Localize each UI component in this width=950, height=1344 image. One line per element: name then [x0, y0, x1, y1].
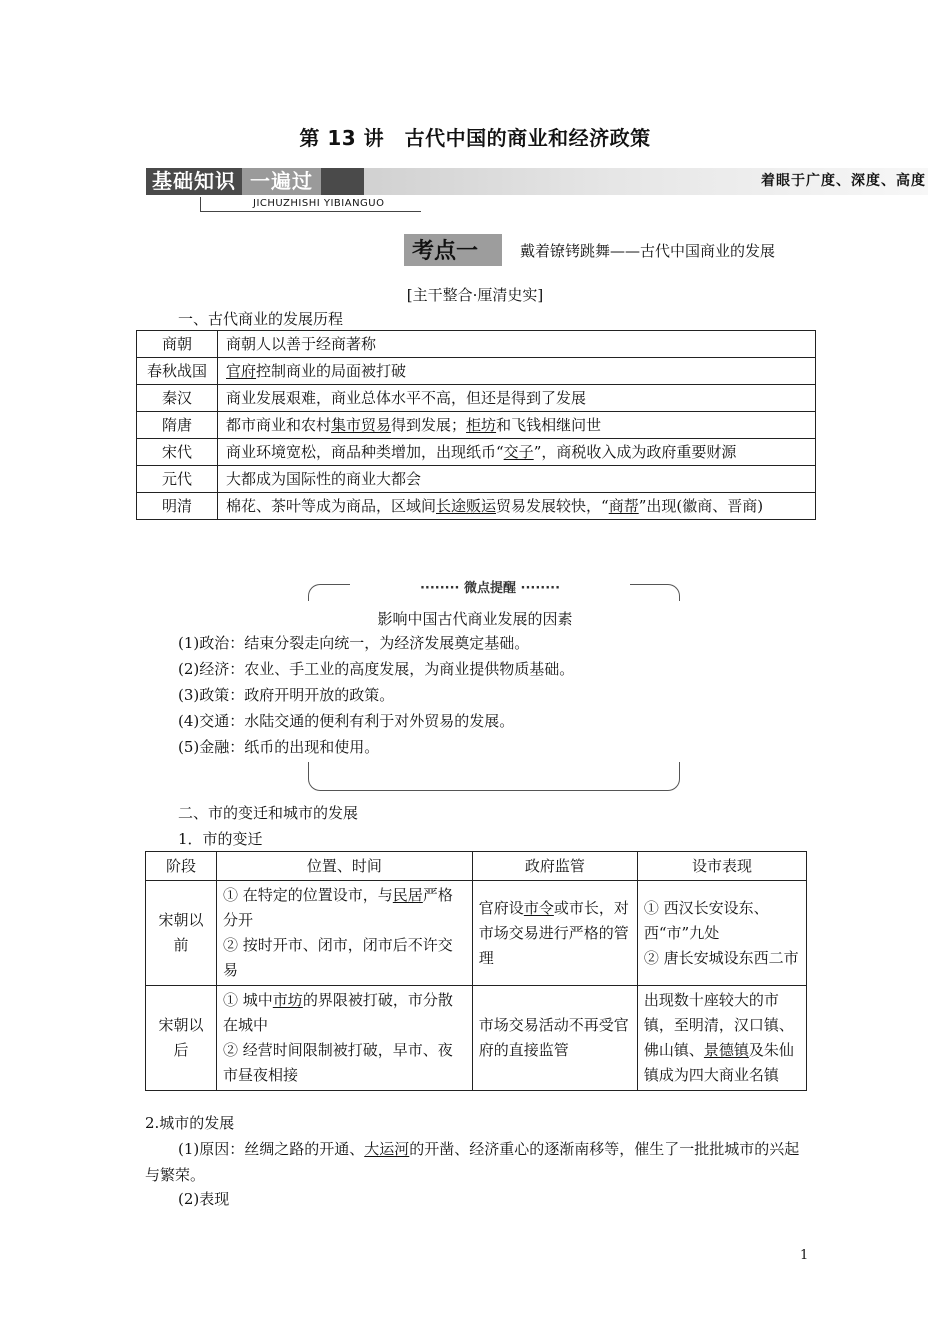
text-run: 或市长，对市场交易进行严格的管理	[478, 898, 629, 967]
era-cell: 明清	[137, 493, 218, 520]
text-run: 市场交易活动不再受官府的直接监管	[478, 1016, 629, 1059]
tip-item: (3)政策：政府开明开放的政策。	[178, 686, 395, 704]
tip-item: (1)政治：结束分裂走向统一，为经济发展奠定基础。	[178, 634, 530, 652]
table-row	[137, 358, 816, 385]
tip-box-bottom	[308, 762, 680, 791]
text-run: 严格分开	[223, 886, 453, 929]
text-run: 商业环境宽松，商品种类增加，出现纸币“	[226, 443, 504, 461]
era-cell: 宋代	[137, 439, 218, 466]
underlined-term: 大运河	[364, 1140, 410, 1158]
text-run: ”，商税收入成为政府重要财源	[533, 443, 737, 461]
city-development-manifestation: (2)表现	[178, 1190, 230, 1208]
text-run: ② 按时开市、闭市，闭市后不许交易	[223, 936, 453, 979]
text-run: 棉花、茶叶等成为商品，区域间	[226, 497, 437, 515]
cell-line	[223, 1038, 466, 1088]
text-run: 得到发展；	[391, 416, 467, 434]
table-row	[137, 385, 816, 412]
era-cell: 商朝	[137, 331, 218, 358]
table-row	[137, 466, 816, 493]
table-row	[146, 881, 807, 986]
position-cell	[217, 881, 473, 986]
supervision-cell	[472, 881, 637, 986]
section1-heading: 一、古代商业的发展历程	[178, 310, 344, 328]
table-header-row	[146, 852, 807, 881]
text-run: (1)原因：丝绸之路的开通、	[178, 1140, 365, 1158]
underlined-term: 长途贩运	[436, 497, 497, 515]
table-row	[137, 439, 816, 466]
text-run: 及朱仙镇成为四大商业名镇	[643, 1041, 794, 1084]
section2-sub2: 2.城市的发展	[145, 1114, 235, 1132]
table-row	[137, 412, 816, 439]
tip-item: (5)金融：纸币的出现和使用。	[178, 738, 380, 756]
text-run: ① 西汉长安设东、西“市”九处	[643, 898, 769, 942]
text-run: 官府设	[478, 898, 524, 917]
cell-line	[644, 896, 800, 946]
page-number: 1	[800, 1248, 809, 1263]
cell-line	[644, 988, 800, 1088]
table-row	[146, 986, 807, 1091]
text-run: ① 城中	[223, 991, 273, 1009]
description-cell	[218, 385, 816, 412]
text-run: ② 唐长安城设东西二市	[643, 948, 799, 967]
tip-title: 影响中国古代商业发展的因素	[377, 610, 573, 628]
description-cell	[218, 493, 816, 520]
text-run: 都市商业和农村	[226, 416, 332, 434]
underlined-term: 商帮	[608, 497, 639, 515]
text-run: 的开凿、经济重心的逐渐南移等，催生了一批批城市的兴起与繁荣。	[145, 1140, 800, 1184]
column-header: 阶段	[146, 852, 217, 881]
underlined-term: 市令	[523, 898, 554, 917]
tip-item: (2)经济：农业、手工业的高度发展，为商业提供物质基础。	[178, 660, 575, 678]
description-cell	[218, 466, 816, 493]
text-run: 和飞钱相继问世	[496, 416, 602, 434]
position-cell	[217, 986, 473, 1091]
stage-cell: 宋朝以后	[146, 986, 217, 1091]
banner-label-accent: 一遍过	[242, 168, 321, 195]
era-cell: 秦汉	[137, 385, 218, 412]
subheading: [主干整合·厘清史实]	[406, 286, 544, 304]
cell-line	[223, 988, 466, 1038]
kaodian-badge-label: 考点一	[412, 239, 479, 264]
era-cell: 隋唐	[137, 412, 218, 439]
market-cell	[637, 986, 806, 1091]
market-cell	[637, 881, 806, 986]
cell-line	[223, 883, 466, 933]
underlined-term: 景德镇	[703, 1041, 749, 1059]
text-run: 的界限被打破，市分散在城中	[223, 991, 453, 1034]
underlined-term: 市坊	[272, 991, 303, 1009]
table-row	[137, 493, 816, 520]
description-cell	[218, 331, 816, 358]
text-run: 大都成为国际性的商业大都会	[226, 470, 422, 488]
text-run: 出现数十座较大的市镇，至明清，汉口镇、佛山镇、	[643, 991, 794, 1059]
section2-heading: 二、市的变迁和城市的发展	[178, 804, 359, 822]
text-run: ”出现(徽商、晋商)	[638, 497, 764, 515]
underlined-term: 交子	[503, 443, 534, 461]
banner-tagline: 着眼于广度、深度、高度	[761, 173, 926, 189]
tip-item: (4)交通：水陆交通的便利有利于对外贸易的发展。	[178, 712, 515, 730]
commerce-history-table	[136, 330, 816, 520]
banner-pinyin-line	[200, 197, 421, 212]
stage-cell: 宋朝以前	[146, 881, 217, 986]
banner-label-main: 基础知识	[152, 169, 236, 193]
column-header: 设市表现	[637, 852, 806, 881]
table-row	[137, 331, 816, 358]
section2-sub1: 1．市的变迁	[178, 830, 263, 848]
supervision-cell	[472, 986, 637, 1091]
text-run: ② 经营时间限制被打破，早市、夜市昼夜相接	[223, 1041, 453, 1084]
underlined-term: 民居	[392, 886, 423, 904]
tip-label: ········ 微点提醒 ········	[350, 577, 630, 596]
era-cell: 元代	[137, 466, 218, 493]
kaodian-title: 戴着镣铐跳舞——古代中国商业的发展	[520, 242, 776, 260]
description-cell	[218, 412, 816, 439]
underlined-term: 柜坊	[466, 416, 497, 434]
column-header: 位置、时间	[217, 852, 473, 881]
description-cell	[218, 358, 816, 385]
cell-line	[223, 933, 466, 983]
banner-label	[146, 168, 364, 195]
text-run: ① 在特定的位置设市，与	[223, 886, 393, 904]
city-development-reason	[145, 1136, 807, 1188]
text-run: 控制商业的局面被打破	[256, 362, 407, 380]
underlined-term: 集市贸易	[331, 416, 392, 434]
era-cell: 春秋战国	[137, 358, 218, 385]
text-run: 贸易发展较快，“	[496, 497, 609, 515]
column-header: 政府监管	[472, 852, 637, 881]
cell-line	[644, 946, 800, 971]
text-run: 商业发展艰难，商业总体水平不高，但还是得到了发展	[226, 389, 587, 407]
text-run: 商朝人以善于经商著称	[226, 335, 377, 353]
underlined-term: 官府	[226, 362, 257, 380]
market-change-table	[145, 851, 807, 1091]
page-title: 第 13 讲 古代中国的商业和经济政策	[299, 126, 651, 150]
kaodian-badge	[404, 234, 502, 266]
banner-pinyin: JICHUZHISHI YIBIANGUO	[249, 198, 389, 209]
description-cell	[218, 439, 816, 466]
